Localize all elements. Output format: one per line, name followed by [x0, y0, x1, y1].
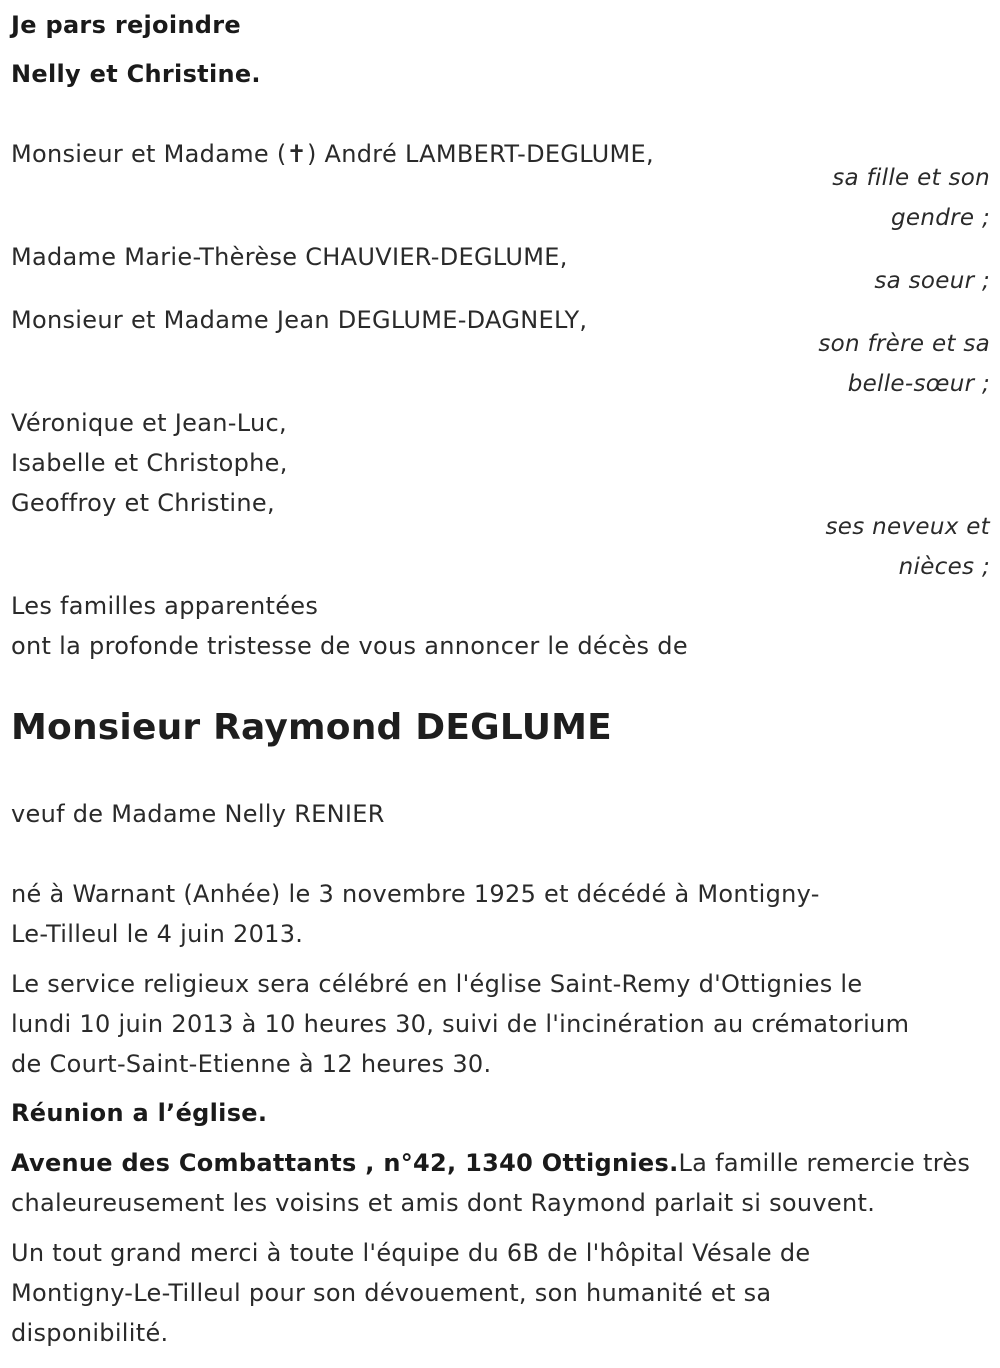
family-entry-3-relation-1: son frère et sa — [818, 331, 990, 357]
service-line-3: de Court-Saint-Etienne à 12 heures 30. — [11, 1050, 492, 1078]
nephew-3: Geoffroy et Christine, — [11, 489, 275, 517]
related-families: Les familles apparentées — [11, 592, 319, 620]
dates-line-2: Le-Tilleul le 4 juin 2013. — [11, 920, 304, 948]
closing-line-1: Un tout grand merci à toute l'équipe du 6B de l'hôpital Vésale de — [11, 1239, 811, 1267]
nephews-relation-1: ses neveux et — [825, 514, 990, 540]
nephew-2: Isabelle et Christophe, — [11, 449, 288, 477]
family-entry-1-relation-2: gendre ; — [891, 205, 990, 231]
closing-line-3: disponibilité. — [11, 1319, 169, 1347]
family-entry-2-name: Madame Marie-Thèrèse CHAUVIER-DEGLUME, — [11, 243, 568, 271]
service-line-1: Le service religieux sera célébré en l'église Saint-Remy d'Ottignies le — [11, 970, 863, 998]
announcement: ont la profonde tristesse de vous annoncer le décès de — [11, 632, 688, 660]
address: Avenue des Combattants , n°42, 1340 Ottignies. — [11, 1149, 679, 1177]
nephew-1: Véronique et Jean-Luc, — [11, 409, 287, 437]
family-entry-2-relation: sa soeur ; — [874, 268, 990, 294]
family-entry-1-relation-1: sa fille et son — [832, 165, 990, 191]
intro-line-2: Nelly et Christine. — [11, 60, 261, 88]
family-entry-3-name: Monsieur et Madame Jean DEGLUME-DAGNELY, — [11, 306, 588, 334]
widower-line: veuf de Madame Nelly RENIER — [11, 800, 385, 828]
dates-line-1: né à Warnant (Anhée) le 3 novembre 1925 et décédé à Montigny- — [11, 880, 820, 908]
service-line-2: lundi 10 juin 2013 à 10 heures 30, suivi de l'incinération au crématorium — [11, 1010, 910, 1038]
closing-line-2: Montigny-Le-Tilleul pour son dévouement, son humanité et sa — [11, 1279, 772, 1307]
family-entry-1-name: Monsieur et Madame (✝) André LAMBERT-DEGLUME, — [11, 140, 654, 168]
family-entry-3-relation-2: belle-sœur ; — [847, 371, 990, 397]
thanks-line-1: La famille remercie très — [678, 1149, 971, 1177]
intro-line-1: Je pars rejoindre — [11, 11, 241, 39]
deceased-name: Monsieur Raymond DEGLUME — [11, 707, 612, 748]
nephews-relation-2: nièces ; — [898, 554, 990, 580]
thanks-line-2: chaleureusement les voisins et amis dont Raymond parlait si souvent. — [11, 1189, 876, 1217]
address-thanks-line — [11, 1148, 970, 1178]
meeting-place: Réunion a l’église. — [11, 1099, 268, 1127]
